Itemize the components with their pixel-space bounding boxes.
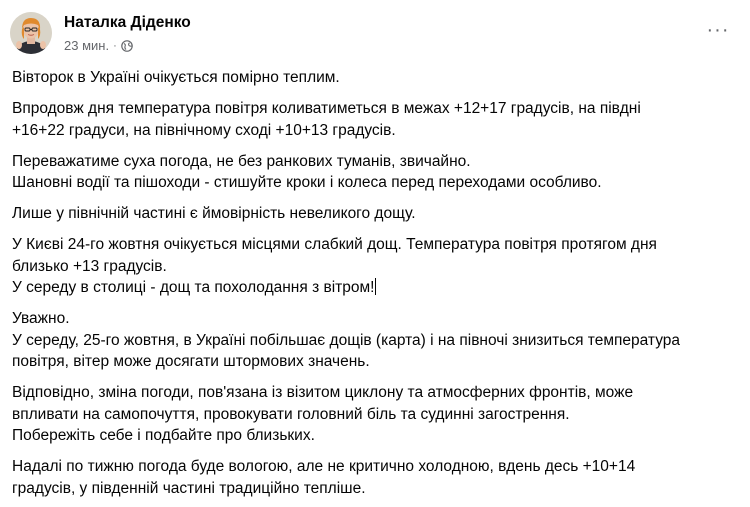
- post-text-line: У середу в столиці - дощ та похолодання з вітром!: [12, 279, 375, 296]
- post-text-line: +16+22 градуси, на північному сході +10+13 градусів.: [12, 121, 396, 139]
- post-paragraph: [12, 151, 738, 194]
- post-text-line: Шановні водії та пішоходи - стишуйте кроки і колеса перед переходами особливо.: [12, 174, 602, 191]
- globe-icon[interactable]: [121, 40, 133, 52]
- post-text-line: Надалі по тижню погода буде вологою, але не критично холодною, вдень десь +10+14: [12, 458, 636, 475]
- post-header: [10, 8, 740, 58]
- post-text: [12, 67, 738, 507]
- more-options-button[interactable]: [702, 18, 734, 42]
- post-text-line: Уважно.: [12, 310, 70, 327]
- post-paragraph: [12, 456, 738, 499]
- post-paragraph: [12, 98, 738, 141]
- meta-separator: ·: [113, 39, 117, 52]
- post-text-line: близько +13 градусів.: [12, 257, 167, 275]
- post-timestamp[interactable]: 23 мин.: [64, 38, 110, 53]
- text-cursor: [375, 278, 376, 295]
- post-text-line: Лише у північній частині є ймовірність невеликого дощу.: [12, 205, 416, 222]
- post-paragraph: [12, 203, 738, 225]
- post-text-line: У Києві 24-го жовтня очікується місцями слабкий дощ. Температура повітря протягом дня: [12, 236, 657, 253]
- post-text-line: градусів, у південній частині традиційно тепліше.: [12, 479, 366, 497]
- avatar-image: [10, 12, 52, 54]
- post-paragraph: [12, 234, 738, 299]
- post-text-line: Вівторок в Україні очікується помірно теплим.: [12, 69, 340, 86]
- post-paragraph: [12, 382, 738, 447]
- post-paragraph: [12, 308, 738, 373]
- more-horizontal-icon: ···: [706, 19, 730, 41]
- post-meta: [64, 38, 133, 53]
- post-text-line: Впродовж дня температура повітря коливатиметься в межах +12+17 градусів, на півдні: [12, 100, 641, 117]
- post-paragraph: [12, 67, 738, 89]
- post-text-line: Переважатиме суха погода, не без ранкових туманів, звичайно.: [12, 152, 471, 170]
- post-text-line: впливати на самопочуття, провокувати головний біль та судинні загострення.: [12, 405, 570, 423]
- post-text-line: Відповідно, зміна погоди, пов'язана із візитом циклону та атмосферних фронтів, може: [12, 384, 634, 401]
- post-text-line: повітря, вітер може досягати штормових значень.: [12, 353, 370, 370]
- post-text-line: У середу, 25-го жовтня, в Україні побільшає дощів (карта) і на півночі знизиться температура: [12, 331, 681, 349]
- avatar[interactable]: [10, 12, 52, 54]
- author-name[interactable]: Наталка Діденко: [64, 14, 191, 31]
- post-text-line: Побережіть себе і подбайте про близьких.: [12, 427, 315, 444]
